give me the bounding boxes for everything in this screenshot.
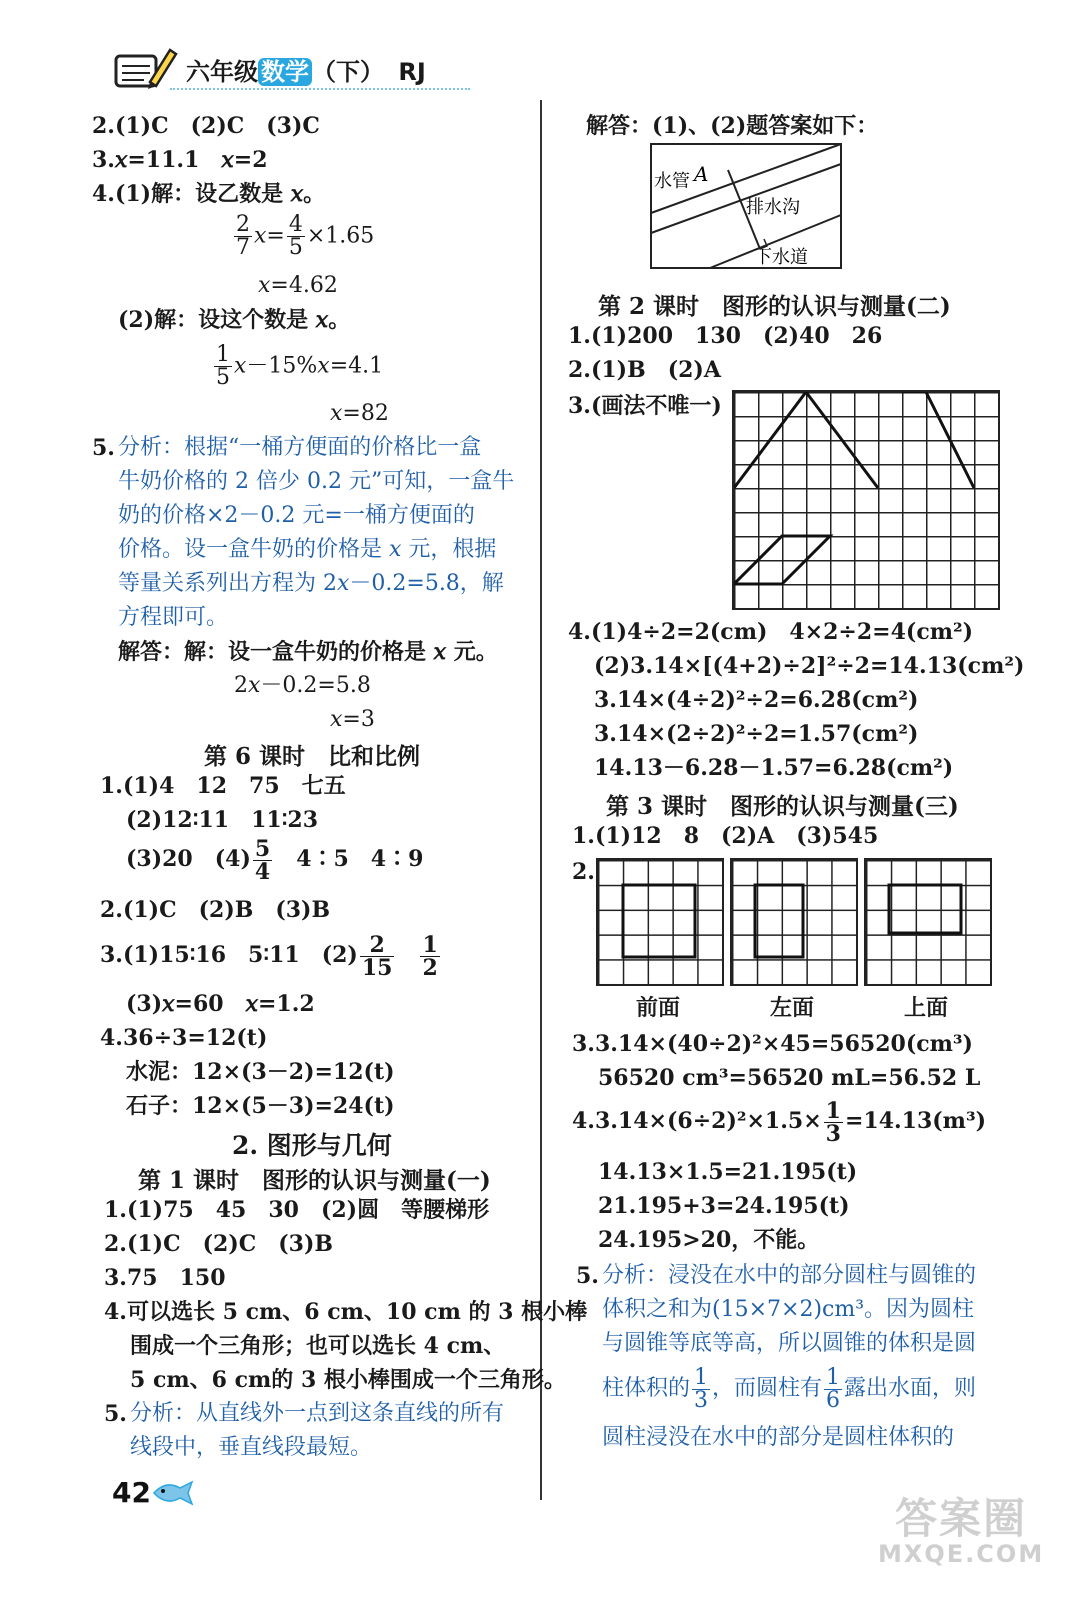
frac-num: 2 [360,934,395,957]
section2-heading: 2. 图形与几何 [232,1131,392,1160]
eq-mid: 𝑥= [254,223,285,249]
l3-q5-line2: 体积之和为(15×7×2)cm³。因为圆柱 [602,1297,975,1322]
left-q5-answer: 解答：解：设一盒牛奶的价格是 𝑥 元。 [118,639,498,665]
parallelogram-shape [734,536,830,584]
lesson6-heading: 第 6 课时 比和比例 [204,743,421,770]
lesson1-heading: 第 1 课时 图形的认识与测量(一) [138,1167,491,1194]
drain-diagram [650,143,850,273]
l6-q1a: 1.(1)4 12 75 七五 [100,773,346,799]
fish-icon [150,1478,194,1508]
left-q5-line: 方程即可。 [118,605,229,630]
l2-q1: 1.(1)200 130 (2)40 26 [568,323,883,349]
l3-q5-line3: 与圆锥等底等高，所以圆锥的体积是圆 [602,1331,977,1356]
l3-q4b: 14.13×1.5=21.195(t) [598,1159,858,1185]
frac-den: 3 [825,1120,841,1147]
l3-q5-l4c: 露出水面，则 [844,1376,977,1401]
l6-q2: 2.(1)C (2)B (3)B [100,897,331,923]
left-q5-equation: 2𝑥－0.2=5.8 [234,673,371,698]
watermark [878,1486,1044,1568]
frac-num: 1 [826,1364,841,1390]
l3-q4a-end: =14.13(m³) [844,1108,987,1134]
l3-q3b: 56520 cm³=56520 mL=56.52 L [598,1065,981,1091]
frac-den: 6 [826,1387,841,1413]
l3-q4a [572,1098,986,1145]
header-banner [100,44,470,92]
frac-den: 3 [694,1387,709,1413]
left-q4-equation1 [232,214,374,259]
diagram-label-sewer: 下水道 [754,247,808,268]
view-label-left: 左面 [770,995,815,1021]
left-q4-1: 4.(1)解：设乙数是 𝑥。 [92,181,326,207]
l6-q4c: 石子：12×(5－3)=24(t) [126,1093,395,1119]
l3-q5-l4a: 柱体积的 [602,1376,691,1401]
frac-den: 7 [236,235,250,260]
left-q5-line: 分析：根据“一桶方便面的价格比一盒 [118,435,482,460]
frac-den: 15 [361,954,393,981]
frac-num: 2 [236,212,250,237]
frac-num: 1 [825,1097,841,1124]
front-view-shape [623,885,695,957]
watermark-url: MXQE.COM [878,1540,1045,1568]
left-q4-2: (2)解：设这个数是 𝑥。 [118,307,351,333]
column-divider [540,100,542,1500]
view-shapes [596,858,996,988]
l6-q3a-text: 3.(1)15∶16 5∶11 (2) [100,942,358,968]
s2-q5-line: 分析：从直线外一点到这条直线的所有 [130,1401,505,1426]
left-q4-answer2: 𝑥=82 [330,401,389,426]
view-label-front: 前面 [636,995,681,1021]
eq-end: ×1.65 [306,223,375,249]
l3-q2: 2. [572,859,595,885]
left-q5-line: 奶的价格×2－0.2 元=一桶方便面的 [118,503,475,528]
l2-q4-line: 4.(1)4÷2=2(cm) 4×2÷2=4(cm²) [568,619,974,645]
l3-q4d: 24.195>20，不能。 [598,1227,820,1253]
left-q3: 3.𝑥=11.1 𝑥=2 [92,147,268,173]
l6-q1c-a: (3)20 (4) [126,846,251,872]
page-number: 42 [112,1476,151,1509]
l6-q4b: 水泥：12×(3－2)=12(t) [126,1059,395,1085]
l3-q1: 1.(1)12 8 (2)A (3)545 [572,823,879,849]
eq-rest: 𝑥－15%𝑥=4.1 [234,353,384,379]
right-intro: 解答：(1)、(2)题答案如下： [586,113,879,139]
frac-den: 4 [254,858,271,885]
top-view-shape [889,885,961,933]
l6-q1c [126,836,423,883]
l6-q3a [100,932,442,979]
frac-num: 1 [694,1364,709,1390]
s2-q3: 3.75 150 [104,1265,226,1291]
s2-q5-num: 5. [104,1401,127,1427]
l3-q5-line5: 圆柱浸没在水中的部分是圆柱体积的 [602,1425,955,1450]
left-q4-equation2 [212,344,383,389]
header-rule [170,88,470,90]
header-subject: 数学 [258,58,312,86]
left-q4-answer1: 𝑥=4.62 [258,273,338,298]
l3-q4c: 21.195+3=24.195(t) [598,1193,850,1219]
s2-q1: 1.(1)75 45 30 (2)圆 等腰梯形 [104,1197,490,1223]
left-q5-line: 价格。设一盒牛奶的价格是 𝑥 元，根据 [118,537,497,562]
s2-q4-line: 围成一个三角形；也可以选长 4 cm、 [130,1333,506,1359]
left-q5-line: 等量关系列出方程为 2𝑥－0.2=5.8，解 [118,571,504,596]
s2-q5-line: 线段中，垂直线段最短。 [130,1435,373,1460]
left-q5-x: 𝑥=3 [330,707,375,732]
l3-q3a: 3.3.14×(40÷2)²×45=56520(cm³) [572,1031,973,1057]
header-volume: （下） [312,58,384,86]
trapezoid-shape [902,392,974,488]
s2-q2: 2.(1)C (2)C (3)B [104,1231,333,1257]
l3-q5-line1: 分析：浸没在水中的部分圆柱与圆锥的 [602,1263,977,1288]
watermark-logo: 答案圈 [895,1494,1028,1543]
l3-q5-l4b: ，而圆柱有 [712,1376,823,1401]
header-edition: RJ [398,58,426,86]
l2-q4-line: 3.14×(2÷2)²÷2=1.57(cm²) [594,721,919,747]
frac-num: 4 [288,212,303,237]
diagram-label-a: A [694,162,709,186]
left-q5-line: 牛奶价格的 2 倍少 0.2 元”可知，一盒牛 [118,469,515,494]
l6-q1b: (2)12∶11 11∶23 [126,807,319,833]
l3-q5-num: 5. [576,1263,599,1289]
l6-q1c-b: 4∶5 4∶9 [274,846,424,872]
lesson2-heading: 第 2 课时 图形的认识与测量(二) [598,293,951,320]
l6-q4: 4.36÷3=12(t) [100,1025,268,1051]
frac-num: 5 [254,835,271,862]
header-grade: 六年级 [186,58,258,86]
grid-drawings [734,392,998,608]
s2-q4-line: 5 cm、6 cm的 3 根小棒围成一个三角形。 [130,1367,566,1393]
frac-den: 5 [216,365,230,390]
l2-q4-line: 3.14×(4÷2)²÷2=6.28(cm²) [594,687,919,713]
frac-den: 5 [288,235,303,260]
l6-q3b: (3)𝑥=60 𝑥=1.2 [126,991,315,1017]
l2-q4-line: 14.13－6.28－1.57=6.28(cm²) [594,755,954,781]
left-q5-num: 5. [92,435,115,461]
diagram-label-drain: 排水沟 [746,197,800,218]
l2-q4-line: (2)3.14×[(4+2)÷2]²÷2=14.13(cm²) [594,653,1025,679]
left-q2: 2.(1)C (2)C (3)C [92,113,320,139]
l2-q3: 3.(画法不唯一) [568,393,722,419]
l3-q4a-text: 4.3.14×(6÷2)²×1.5× [572,1108,822,1134]
book-pencil-icon [110,42,190,92]
frac-den: 2 [422,954,438,981]
diagram-label-pipe: 水管 [654,171,690,192]
lesson3-heading: 第 3 课时 图形的认识与测量(三) [606,793,959,820]
l2-q2: 2.(1)B (2)A [568,357,721,383]
frac-num: 1 [216,342,230,367]
l3-q5-line4 [602,1366,976,1412]
left-view-shape [755,885,803,957]
triangle-shape [734,392,878,488]
frac-num: 1 [422,931,438,958]
s2-q4-line: 4.可以选长 5 cm、6 cm、10 cm 的 3 根小棒 [104,1299,588,1325]
view-label-top: 上面 [904,995,949,1021]
